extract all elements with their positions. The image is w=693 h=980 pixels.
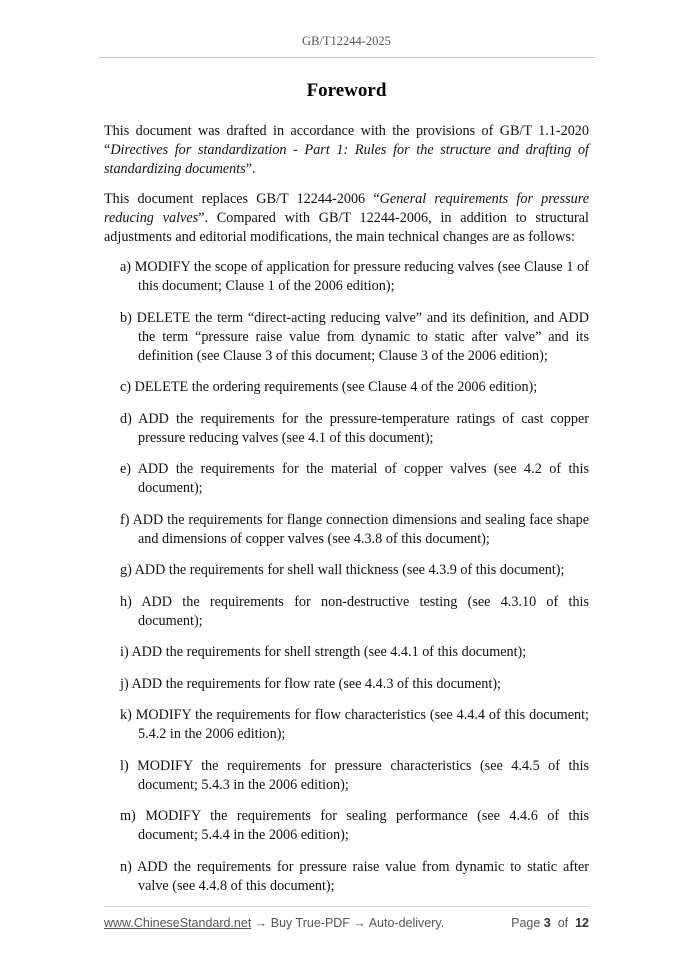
item-text: ADD the requirements for the material of copper valves (see 4.2 of this document); [137, 461, 589, 496]
item-text: ADD the requirements for the pressure-temperature ratings of cast copper pressure reducing valves (see 4.1 of this document); [138, 410, 589, 446]
list-item [104, 309, 589, 366]
item-text: ADD the requirements for non-destructive testing (see 4.3.10 of this document); [138, 593, 589, 629]
item-label: k) [120, 707, 132, 723]
item-label: j) [120, 675, 129, 692]
item-text: MODIFY the requirements for pressure characteristics (see 4.4.5 of this document; 5.4.3 in the 2006 edition); [137, 757, 589, 793]
list-item [104, 378, 589, 397]
item-label: n) [120, 858, 132, 875]
body-text [104, 122, 589, 908]
footer-divider [104, 906, 589, 907]
item-text: MODIFY the scope of application for pressure reducing valves (see Clause 1 of this document; Clause 1 of the 2006 edition); [134, 259, 590, 294]
list-item [104, 643, 589, 662]
p1-text: This document was drafted in accordance with the provisions of GB/T 1.1-2020 “ [104, 123, 589, 158]
header-divider [99, 57, 595, 58]
list-item [104, 807, 589, 845]
item-text: DELETE the ordering requirements (see Clause 4 of the 2006 edition); [134, 379, 538, 395]
p1-cited-title: Directives for standardization - Part 1: Rules for the structure and drafting of standardizing documents [104, 142, 589, 177]
item-text: DELETE the term “direct-acting reducing valve” and its definition, and ADD the term “pressure raise value from dynamic to static after valve” and its definition (see Clause 3 of this document; Clause 3 of the 2006 edition); [136, 309, 589, 364]
site-link[interactable]: www.ChineseStandard.net [104, 916, 252, 930]
list-item [104, 561, 589, 580]
list-item [104, 258, 589, 296]
item-text: ADD the requirements for flange connection dimensions and sealing face shape and dimensions of copper valves (see 4.3.8 of this document); [132, 511, 590, 547]
page-current: 3 [543, 916, 551, 930]
p1-suffix: ”. [245, 161, 256, 177]
item-text: MODIFY the requirements for sealing performance (see 4.4.6 of this document; 5.4.4 in the 2006 edition); [138, 808, 590, 843]
running-header: GB/T12244-2025 [302, 34, 391, 48]
paragraph-replacement [104, 190, 589, 247]
item-label: a) [120, 259, 132, 275]
item-label: f) [120, 511, 130, 528]
list-item [104, 410, 589, 448]
item-text: ADD the requirements for shell strength (see 4.4.1 of this document); [131, 644, 527, 660]
page-total: 12 [575, 916, 589, 930]
list-item [104, 706, 589, 744]
footer-promo [104, 916, 444, 930]
item-label: g) [120, 562, 132, 578]
item-label: b) [120, 309, 132, 326]
footer-tagline: → Buy True-PDF → Auto-delivery. [251, 916, 445, 930]
item-label: h) [120, 593, 132, 610]
item-label: d) [120, 410, 132, 427]
changes-list [104, 258, 589, 896]
p2-text: This document replaces GB/T 12244-2006 “ [104, 191, 380, 207]
item-label: i) [120, 644, 129, 660]
item-label: c) [120, 379, 132, 395]
list-item [104, 460, 589, 498]
of-word: of [557, 916, 569, 930]
p2-suffix: ”. Compared with GB/T 12244-2006, in addition to structural adjustments and editorial modifications, the main technical changes are as follows: [104, 210, 589, 245]
page-footer [104, 916, 589, 930]
item-label: l) [120, 757, 129, 774]
item-text: ADD the requirements for shell wall thickness (see 4.3.9 of this document); [134, 562, 565, 578]
item-text: MODIFY the requirements for flow characteristics (see 4.4.4 of this document; 5.4.2 in the 2006 edition); [135, 707, 589, 742]
list-item [104, 593, 589, 631]
item-text: ADD the requirements for pressure raise value from dynamic to static after valve (see 4.4.8 of this document); [136, 858, 589, 894]
list-item [104, 511, 589, 549]
list-item [104, 858, 589, 896]
page-indicator [511, 916, 589, 930]
p2-cited-title: General requirements for pressure reducing valves [104, 191, 589, 226]
list-item [104, 757, 589, 795]
item-label: e) [120, 461, 132, 477]
list-item [104, 675, 589, 694]
page-title: Foreword [306, 80, 387, 101]
item-text: ADD the requirements for flow rate (see 4.4.3 of this document); [131, 675, 501, 692]
page-word: Page [511, 916, 541, 930]
item-label: m) [120, 808, 136, 824]
paragraph-drafting-basis [104, 122, 589, 179]
